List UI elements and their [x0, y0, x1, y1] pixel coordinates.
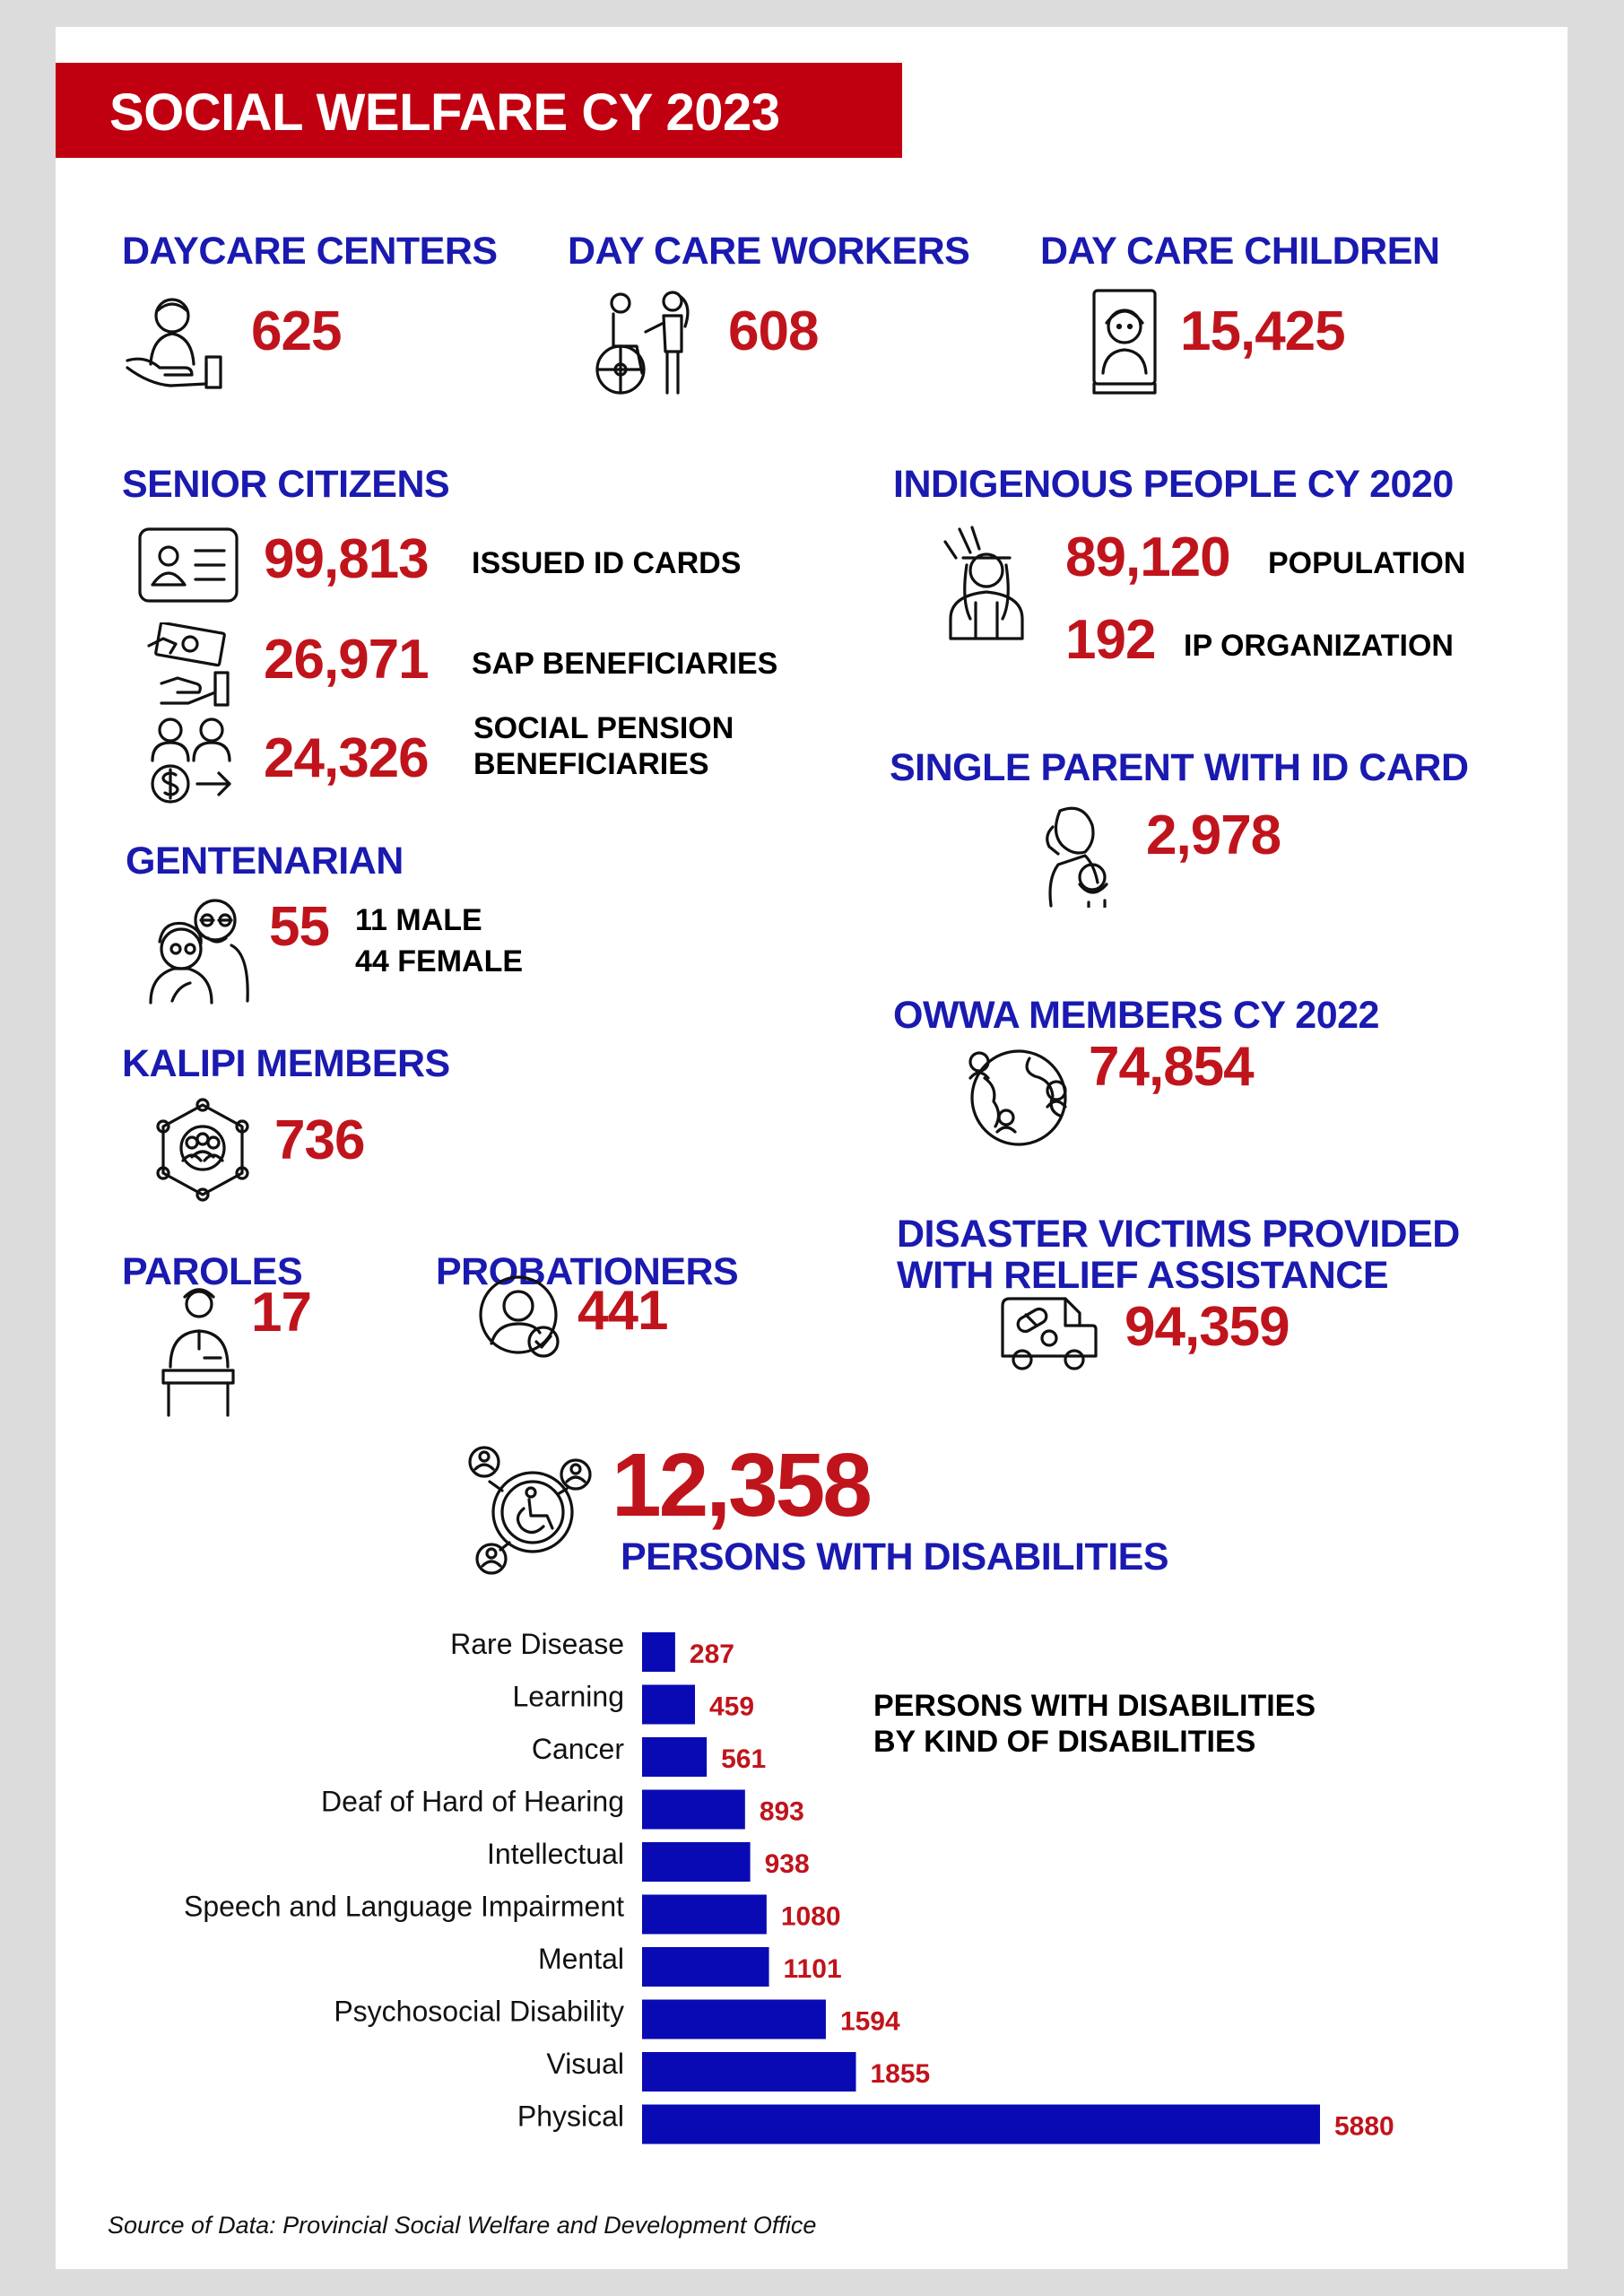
bar	[642, 1895, 767, 1935]
chart-title-line-2: BY KIND OF DISABILITIES	[873, 1725, 1256, 1759]
category-label: Mental	[537, 1943, 624, 1975]
probationers-heading: PROBATIONERS	[436, 1250, 739, 1293]
infographic-card	[56, 27, 1568, 2269]
senior-sap-value: 26,971	[264, 629, 429, 691]
category-label: Intellectual	[487, 1838, 624, 1870]
day-care-workers-heading: DAY CARE WORKERS	[568, 230, 970, 273]
bar	[642, 1842, 751, 1882]
owwa-heading: OWWA MEMBERS CY 2022	[893, 994, 1379, 1037]
category-label: Learning	[512, 1680, 624, 1713]
senior-pension-label-2: BENEFICIARIES	[473, 747, 709, 781]
category-label: Visual	[546, 2048, 624, 2080]
category-label: Rare Disease	[450, 1628, 624, 1660]
data-label: 893	[759, 1796, 804, 1827]
owwa-value: 74,854	[1089, 1036, 1254, 1098]
centenarian-heading: GENTENARIAN	[126, 839, 404, 883]
bar	[642, 1685, 695, 1725]
category-label: Deaf of Hard of Hearing	[321, 1785, 624, 1818]
chart-title-line-1: PERSONS WITH DISABILITIES	[873, 1689, 1316, 1723]
paroles-heading: PAROLES	[122, 1250, 303, 1293]
disaster-value: 94,359	[1125, 1296, 1290, 1358]
category-label: Psychosocial Disability	[334, 1995, 624, 2028]
senior-pension-label: SOCIAL PENSION	[473, 711, 734, 745]
bar	[642, 1737, 707, 1777]
bar	[642, 1632, 675, 1672]
data-label: 561	[721, 1744, 767, 1774]
paroles-value: 17	[251, 1282, 311, 1344]
disaster-heading-2: WITH RELIEF ASSISTANCE	[897, 1254, 1388, 1297]
page-title: SOCIAL WELFARE CY 2023	[109, 83, 780, 142]
ip-org-value: 192	[1065, 609, 1156, 671]
bar	[642, 2052, 856, 2092]
disability-bar-chart	[56, 27, 1568, 2269]
pwd-total-value: 12,358	[612, 1435, 870, 1535]
data-label: 1080	[780, 1901, 841, 1932]
category-label: Speech and Language Impairment	[183, 1890, 624, 1923]
senior-pension-value: 24,326	[264, 727, 429, 789]
data-label: 1594	[839, 2006, 900, 2037]
ip-org-label: IP ORGANIZATION	[1184, 629, 1454, 663]
pwd-total-label: PERSONS WITH DISABILITIES	[621, 1535, 1169, 1578]
centenarian-value: 55	[269, 896, 329, 958]
day-care-children-value: 15,425	[1180, 300, 1345, 362]
daycare-centers-value: 625	[251, 300, 342, 362]
data-label: 5880	[1334, 2111, 1394, 2142]
senior-citizens-heading: SENIOR CITIZENS	[122, 463, 450, 506]
data-label: 1101	[783, 1954, 842, 1984]
daycare-centers-heading: DAYCARE CENTERS	[122, 230, 498, 273]
senior-sap-label: SAP BENEFICIARIES	[472, 647, 778, 681]
day-care-children-heading: DAY CARE CHILDREN	[1040, 230, 1440, 273]
bar	[642, 1947, 769, 1987]
senior-id-label: ISSUED ID CARDS	[472, 546, 742, 580]
ip-population-label: POPULATION	[1268, 546, 1466, 580]
bar	[642, 1790, 745, 1830]
disaster-heading-1: DISASTER VICTIMS PROVIDED	[897, 1213, 1460, 1256]
centenarian-female: 44 FEMALE	[355, 944, 524, 978]
category-label: Physical	[517, 2100, 624, 2133]
bar	[642, 2000, 826, 2039]
data-label: 287	[689, 1639, 734, 1669]
bar	[642, 2105, 1320, 2144]
data-label: 938	[764, 1849, 810, 1879]
kalipi-heading: KALIPI MEMBERS	[122, 1042, 450, 1085]
data-label: 1855	[870, 2059, 931, 2089]
probationers-value: 441	[578, 1280, 668, 1342]
source-note: Source of Data: Provincial Social Welfare and Development Office	[108, 2212, 817, 2239]
single-parent-value: 2,978	[1146, 804, 1281, 866]
kalipi-value: 736	[274, 1109, 365, 1171]
category-label: Cancer	[531, 1733, 624, 1765]
ip-population-value: 89,120	[1065, 526, 1230, 588]
day-care-workers-value: 608	[728, 300, 819, 362]
data-label: 459	[709, 1692, 755, 1722]
single-parent-heading: SINGLE PARENT WITH ID CARD	[890, 746, 1469, 789]
senior-id-value: 99,813	[264, 528, 429, 590]
indigenous-heading: INDIGENOUS PEOPLE CY 2020	[893, 463, 1454, 506]
centenarian-male: 11 MALE	[355, 903, 482, 937]
